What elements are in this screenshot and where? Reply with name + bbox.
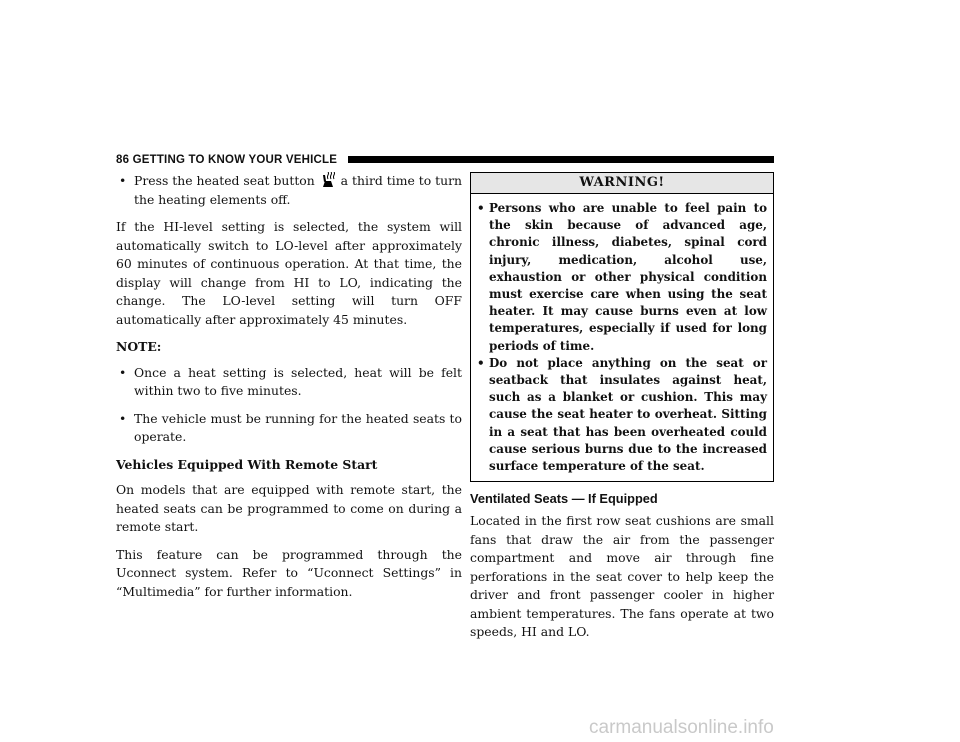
warning-body [471,194,773,481]
left-column [116,172,462,610]
page-header [116,153,774,167]
remote-start-paragraph: On models that are equipped with remote start, the heated seats can be programmed to come on during a remote start. [116,482,462,534]
bullet-text-after: a third time to turn the heating elements off. [134,173,463,207]
header-text: 86 GETTING TO KNOW YOUR VEHICLE [116,154,338,166]
heated-seat-icon [321,172,335,188]
header-bar [348,156,774,163]
right-column [470,172,774,642]
ventilated-seats-paragraph: Located in the first row seat cushions are small fans that draw the air from the passenger compartment and move air through fine perforations in the seat cover to help keep the driver and front passenger cooler in higher ambient temperatures. The fans operate at two speeds, HI and LO. [470,513,774,640]
note-bullet-2 [116,410,462,447]
bullet-dot: • [119,173,127,188]
hi-level-paragraph: If the HI-level setting is selected, the system will automatically switch to LO-level after approximately 60 minutes of continuous operation. At that time, the display will change from HI to LO, indicating the change. The LO-level setting will turn OFF automatically after approximately 45 minutes. [116,219,462,327]
bullet-dot: • [477,201,485,215]
watermark: carmanualsonline.info [589,717,774,738]
bullet-dot: • [119,364,127,380]
warning-bullet-1 [477,200,767,355]
warning-bullet-2 [477,355,767,475]
bullet-dot: • [119,410,127,426]
note-bullet-text: Once a heat setting is selected, heat will be felt within two to five minutes. [134,364,462,398]
note-label: NOTE: [116,339,162,354]
warning-box [470,172,774,482]
remote-start-subhead: Vehicles Equipped With Remote Start [116,456,378,472]
note-bullet-1 [116,364,462,401]
uconnect-paragraph: This feature can be programmed through the Uconnect system. Refer to “Uconnect Settings” in “Multimedia” for further information. [116,546,462,599]
bullet-heated-seat-off [116,172,462,209]
note-bullet-text: The vehicle must be running for the heated seats to operate. [134,410,462,444]
warning-title: WARNING! [471,173,773,194]
ventilated-seats-heading: Ventilated Seats — If Equipped [470,491,658,507]
warning-bullet-text: Persons who are unable to feel pain to the skin because of advanced age, chronic illness, diabetes, spinal cord injury, medication, alcohol use, exhaustion or other physical condition must exercise care when using the seat heater. It may cause burns even at low temperatures, especially if used for long periods of time. [489,201,767,353]
bullet-dot: • [477,355,485,370]
warning-bullet-text: Do not place anything on the seat or seatback that insulates against heat, such as a blanket or cushion. This may cause the seat heater to overheat. Sitting in a seat that has been overheated could cause serious burns due to the increased surface temperature of the seat. [489,355,767,474]
bullet-text-before: Press the heated seat button [134,173,319,188]
